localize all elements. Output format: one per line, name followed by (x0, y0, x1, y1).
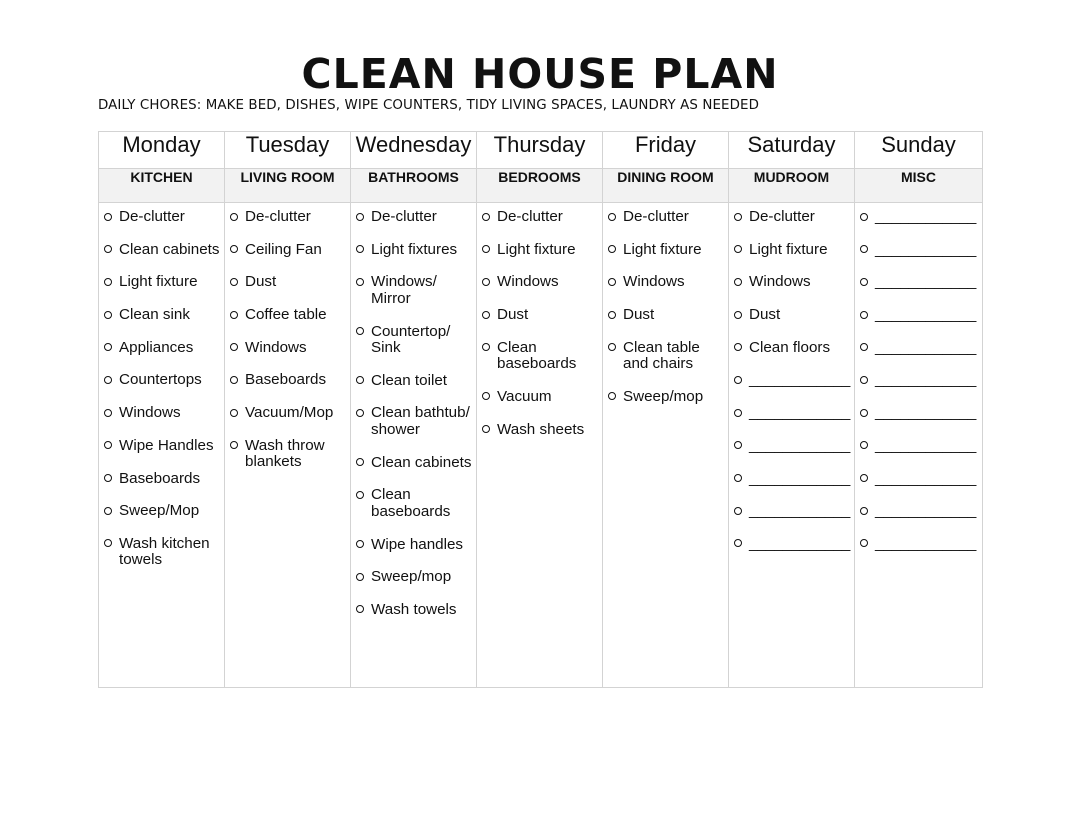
checkbox-circle-icon[interactable] (860, 539, 868, 547)
checkbox-circle-icon[interactable] (230, 343, 238, 351)
task-label: Dust (497, 306, 529, 324)
checkbox-circle-icon[interactable] (482, 245, 490, 253)
task-item (225, 340, 350, 357)
task-item (855, 536, 982, 553)
task-item (603, 209, 728, 226)
checkbox-circle-icon[interactable] (860, 343, 868, 351)
checkbox-circle-icon[interactable] (104, 343, 112, 351)
task-item (855, 503, 982, 520)
checkbox-circle-icon[interactable] (860, 441, 868, 449)
task-item (99, 340, 224, 357)
task-item (225, 372, 350, 389)
wednesday-tasks-cell (351, 203, 477, 688)
friday-tasks-cell (603, 203, 729, 688)
room-header-bathrooms: BATHROOMS (351, 169, 477, 203)
task-item (225, 438, 350, 471)
task-item (351, 455, 476, 472)
checkbox-circle-icon[interactable] (104, 213, 112, 221)
checkbox-circle-icon[interactable] (104, 474, 112, 482)
task-label: Vacuum (497, 387, 552, 405)
task-label: ____________ (749, 404, 851, 422)
checkbox-circle-icon[interactable] (356, 573, 364, 581)
checkbox-circle-icon[interactable] (356, 540, 364, 548)
saturday-tasks-cell (729, 203, 855, 688)
task-label: ____________ (749, 371, 851, 389)
checkbox-circle-icon[interactable] (104, 311, 112, 319)
daily-chores-subtitle: DAILY CHORES: MAKE BED, DISHES, WIPE COUNTERS, TIDY LIVING SPACES, LAUNDRY AS NEEDED (98, 98, 759, 113)
task-label: ____________ (875, 469, 977, 487)
task-item (729, 438, 854, 455)
task-item (603, 274, 728, 291)
room-header-row (99, 169, 983, 203)
checkbox-circle-icon[interactable] (608, 343, 616, 351)
task-list (351, 203, 476, 618)
checkbox-circle-icon[interactable] (734, 278, 742, 286)
task-label: Clean toilet (371, 371, 447, 389)
task-label: Windows (497, 273, 559, 291)
task-label: Clean sink (119, 306, 190, 324)
task-label: Dust (749, 306, 781, 324)
task-item (225, 274, 350, 291)
task-label: Dust (623, 306, 655, 324)
task-label: ____________ (875, 534, 977, 552)
checkbox-circle-icon[interactable] (356, 245, 364, 253)
day-header-sunday: Sunday (855, 132, 983, 169)
task-item (351, 405, 476, 438)
weekly-plan-table (98, 131, 983, 688)
task-item (729, 503, 854, 520)
task-item (855, 438, 982, 455)
checkbox-circle-icon[interactable] (608, 245, 616, 253)
task-label: De-clutter (749, 208, 815, 225)
task-label: Sweep/mop (371, 568, 452, 586)
checkbox-circle-icon[interactable] (356, 278, 364, 286)
task-item (99, 503, 224, 520)
task-label: Clean baseboards (497, 338, 577, 373)
checkbox-circle-icon[interactable] (230, 441, 238, 449)
checkbox-circle-icon[interactable] (230, 213, 238, 221)
task-label: Light fixture (497, 240, 576, 258)
checkbox-circle-icon[interactable] (230, 409, 238, 417)
task-label: ____________ (875, 240, 977, 258)
task-label: ____________ (749, 436, 851, 454)
checkbox-circle-icon[interactable] (860, 409, 868, 417)
task-label: Baseboards (119, 469, 201, 487)
checkbox-circle-icon[interactable] (230, 245, 238, 253)
checkbox-circle-icon[interactable] (104, 278, 112, 286)
task-label: Light fixture (119, 273, 198, 291)
checkbox-circle-icon[interactable] (734, 409, 742, 417)
checkbox-circle-icon[interactable] (860, 376, 868, 384)
task-label: Clean table and chairs (623, 338, 700, 373)
monday-tasks-cell (99, 203, 225, 688)
checkbox-circle-icon[interactable] (860, 311, 868, 319)
task-item (99, 274, 224, 291)
checkbox-circle-icon[interactable] (104, 539, 112, 547)
checkbox-circle-icon[interactable] (104, 409, 112, 417)
task-item (729, 340, 854, 357)
task-label: Vacuum/Mop (245, 404, 334, 422)
task-label: Wash throw blankets (245, 436, 325, 471)
task-item (351, 602, 476, 619)
task-item (477, 307, 602, 324)
task-item (477, 340, 602, 373)
room-header-mudroom: MUDROOM (729, 169, 855, 203)
task-label: Countertop/ Sink (371, 322, 451, 357)
task-item (351, 242, 476, 259)
task-item (477, 389, 602, 406)
task-label: Clean baseboards (371, 486, 451, 520)
task-item (855, 307, 982, 324)
task-label: Sweep/mop (623, 387, 704, 405)
task-label: Windows/ Mirror (371, 273, 437, 307)
checkbox-circle-icon[interactable] (734, 441, 742, 449)
checkbox-circle-icon[interactable] (230, 311, 238, 319)
task-label: De-clutter (245, 208, 311, 225)
checkbox-circle-icon[interactable] (734, 245, 742, 253)
task-item (99, 242, 224, 259)
room-header-misc: MISC (855, 169, 983, 203)
task-item (729, 536, 854, 553)
day-header-thursday: Thursday (477, 132, 603, 169)
checkbox-circle-icon[interactable] (104, 441, 112, 449)
task-label: Baseboards (245, 371, 327, 389)
task-item (99, 372, 224, 389)
task-item (351, 274, 476, 307)
day-header-row (99, 132, 983, 169)
task-label: ____________ (875, 371, 977, 389)
checkbox-circle-icon[interactable] (860, 507, 868, 515)
checkbox-circle-icon[interactable] (734, 539, 742, 547)
checkbox-circle-icon[interactable] (608, 213, 616, 221)
task-list-row (99, 203, 983, 688)
tuesday-tasks-cell (225, 203, 351, 688)
task-label: Appliances (119, 338, 194, 356)
checkbox-circle-icon[interactable] (230, 278, 238, 286)
checkbox-circle-icon[interactable] (608, 392, 616, 400)
task-item (855, 372, 982, 389)
task-item (225, 209, 350, 226)
day-header-tuesday: Tuesday (225, 132, 351, 169)
task-item (729, 274, 854, 291)
task-label: ____________ (875, 338, 977, 356)
task-list (477, 203, 602, 438)
task-label: ____________ (875, 306, 977, 324)
checkbox-circle-icon[interactable] (356, 409, 364, 417)
checkbox-circle-icon[interactable] (104, 507, 112, 515)
task-label: Clean cabinets (371, 453, 472, 471)
task-label: ____________ (875, 273, 977, 291)
checkbox-circle-icon[interactable] (734, 311, 742, 319)
task-label: Wash towels (371, 600, 457, 618)
day-header-monday: Monday (99, 132, 225, 169)
checkbox-circle-icon[interactable] (356, 605, 364, 613)
task-item (855, 242, 982, 259)
task-label: De-clutter (623, 208, 689, 225)
task-list (729, 203, 854, 552)
task-label: Dust (245, 273, 277, 291)
checkbox-circle-icon[interactable] (734, 376, 742, 384)
task-item (99, 438, 224, 455)
task-label: Coffee table (245, 306, 327, 324)
task-item (729, 471, 854, 488)
task-label: ____________ (875, 502, 977, 520)
task-label: Ceiling Fan (245, 240, 322, 258)
task-label: Wipe handles (371, 535, 464, 553)
task-item (855, 209, 982, 226)
day-header-friday: Friday (603, 132, 729, 169)
task-list (99, 203, 224, 569)
task-item (351, 537, 476, 554)
sunday-tasks-cell (855, 203, 983, 688)
task-item (99, 405, 224, 422)
checkbox-circle-icon[interactable] (356, 213, 364, 221)
task-item (225, 307, 350, 324)
checkbox-circle-icon[interactable] (482, 343, 490, 351)
task-item (603, 242, 728, 259)
room-header-bedrooms: BEDROOMS (477, 169, 603, 203)
task-item (99, 307, 224, 324)
task-label: Wash sheets (497, 420, 585, 438)
task-label: Wash kitchen towels (119, 534, 210, 569)
task-list (855, 203, 982, 552)
checkbox-circle-icon[interactable] (860, 213, 868, 221)
checkbox-circle-icon[interactable] (734, 343, 742, 351)
task-label: Wipe Handles (119, 436, 214, 454)
task-item (729, 242, 854, 259)
task-item (729, 372, 854, 389)
task-label: Clean floors (749, 338, 831, 356)
checkbox-circle-icon[interactable] (608, 278, 616, 286)
task-list (603, 203, 728, 405)
thursday-tasks-cell (477, 203, 603, 688)
task-label: Countertops (119, 371, 202, 389)
checkbox-circle-icon[interactable] (860, 474, 868, 482)
checkbox-circle-icon[interactable] (482, 213, 490, 221)
checkbox-circle-icon[interactable] (482, 278, 490, 286)
checkbox-circle-icon[interactable] (482, 392, 490, 400)
task-item (729, 307, 854, 324)
page-title: CLEAN HOUSE PLAN (301, 50, 779, 98)
checkbox-circle-icon[interactable] (482, 311, 490, 319)
task-item (225, 242, 350, 259)
task-item (855, 340, 982, 357)
task-item (603, 389, 728, 406)
task-label: De-clutter (497, 208, 563, 225)
day-header-wednesday: Wednesday (351, 132, 477, 169)
checkbox-circle-icon[interactable] (356, 458, 364, 466)
task-item (855, 274, 982, 291)
task-item (351, 324, 476, 357)
task-label: Windows (623, 273, 685, 291)
day-header-saturday: Saturday (729, 132, 855, 169)
task-label: ____________ (749, 502, 851, 520)
task-item (477, 422, 602, 439)
task-item (351, 487, 476, 520)
checkbox-circle-icon[interactable] (860, 245, 868, 253)
checkbox-circle-icon[interactable] (734, 507, 742, 515)
checkbox-circle-icon[interactable] (356, 491, 364, 499)
task-item (351, 209, 476, 226)
task-label: Light fixtures (371, 240, 458, 258)
task-item (729, 209, 854, 226)
task-item (99, 536, 224, 569)
room-header-dining-room: DINING ROOM (603, 169, 729, 203)
checkbox-circle-icon[interactable] (608, 311, 616, 319)
task-label: ____________ (875, 404, 977, 422)
task-item (603, 307, 728, 324)
checkbox-circle-icon[interactable] (230, 376, 238, 384)
task-item (477, 274, 602, 291)
task-label: Clean bathtub/ shower (371, 404, 470, 438)
task-label: ____________ (875, 208, 977, 225)
task-label: Windows (119, 404, 181, 422)
checkbox-circle-icon[interactable] (356, 376, 364, 384)
room-header-living-room: LIVING ROOM (225, 169, 351, 203)
task-item (225, 405, 350, 422)
task-label: Windows (245, 338, 307, 356)
task-label: ____________ (875, 436, 977, 454)
task-label: Light fixture (749, 240, 828, 258)
task-item (477, 242, 602, 259)
checkbox-circle-icon[interactable] (482, 425, 490, 433)
task-item (855, 405, 982, 422)
task-item (729, 405, 854, 422)
task-list (225, 203, 350, 471)
checkbox-circle-icon[interactable] (104, 376, 112, 384)
task-item (99, 471, 224, 488)
task-label: Sweep/Mop (119, 502, 200, 520)
task-label: De-clutter (371, 208, 437, 225)
task-item (477, 209, 602, 226)
task-label: Windows (749, 273, 811, 291)
task-label: Light fixture (623, 240, 702, 258)
checkbox-circle-icon[interactable] (734, 213, 742, 221)
checkbox-circle-icon[interactable] (734, 474, 742, 482)
task-item (855, 471, 982, 488)
task-label: Clean cabinets (119, 240, 220, 258)
task-item (99, 209, 224, 226)
checkbox-circle-icon[interactable] (104, 245, 112, 253)
task-item (351, 569, 476, 586)
task-item (351, 373, 476, 390)
room-header-kitchen: KITCHEN (99, 169, 225, 203)
task-label: ____________ (749, 534, 851, 552)
task-item (603, 340, 728, 373)
task-label: De-clutter (119, 208, 185, 225)
checkbox-circle-icon[interactable] (356, 327, 364, 335)
checkbox-circle-icon[interactable] (860, 278, 868, 286)
task-label: ____________ (749, 469, 851, 487)
